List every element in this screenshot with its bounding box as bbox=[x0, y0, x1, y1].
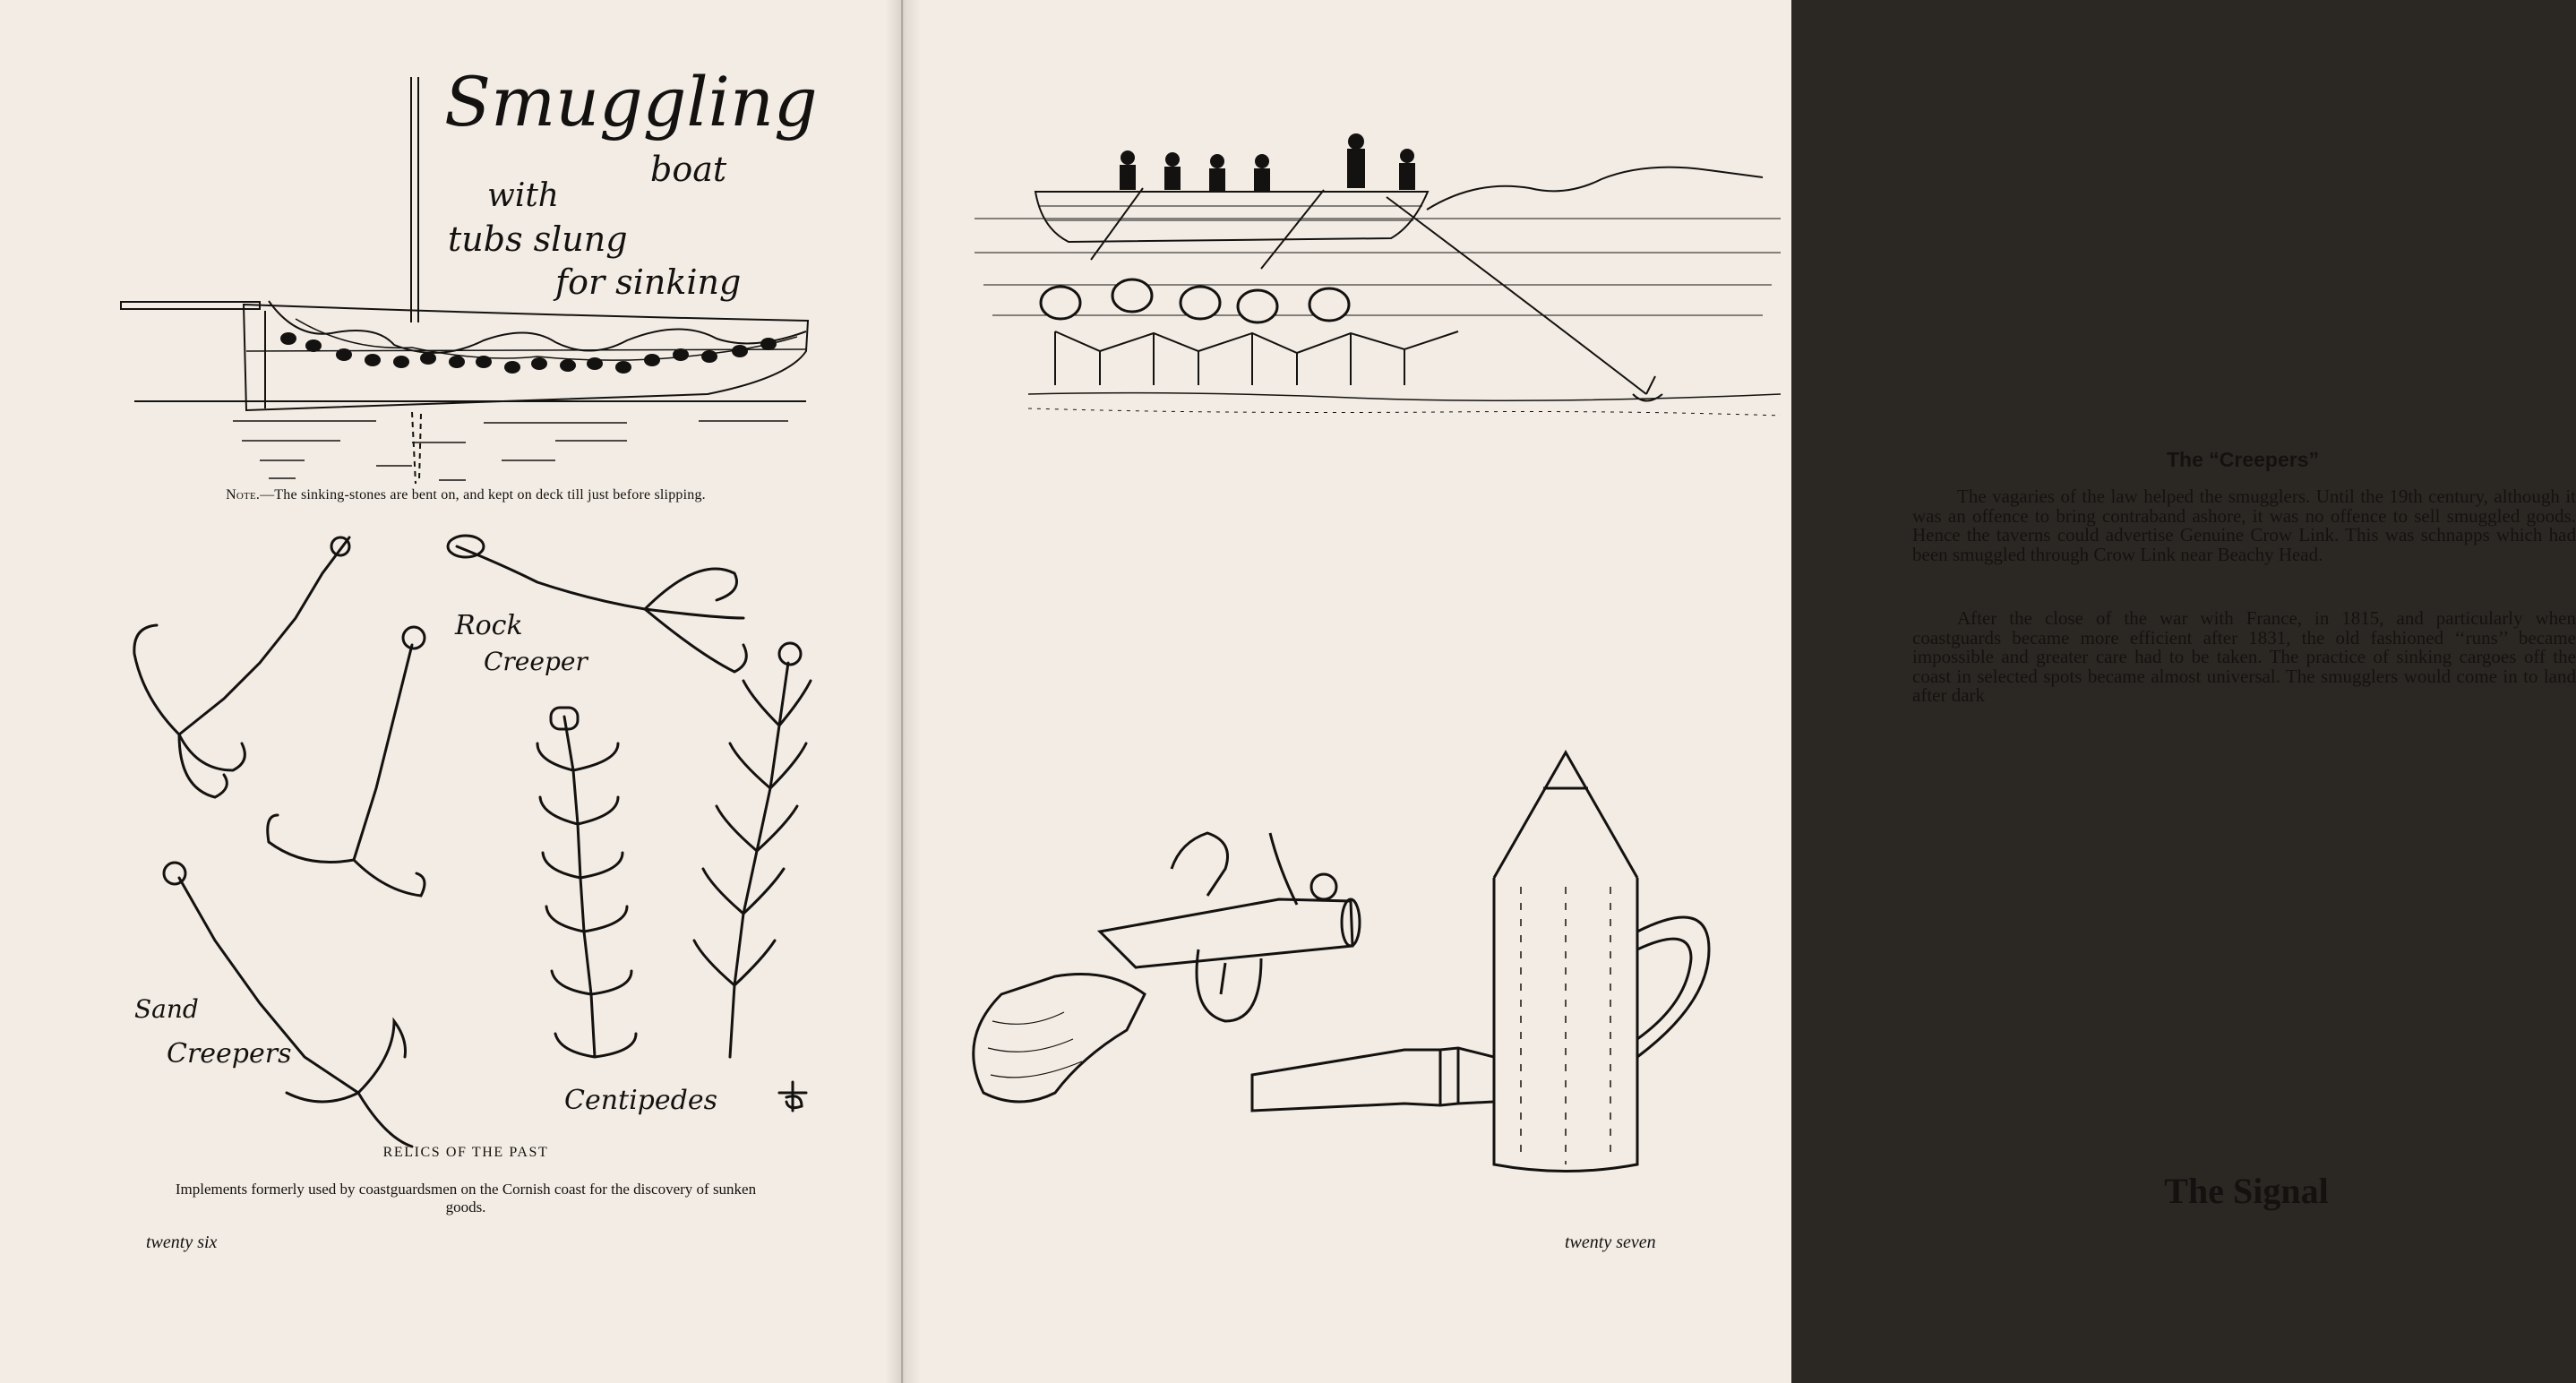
signal-title: The Signal bbox=[2164, 1171, 2329, 1211]
folio-right: twenty seven bbox=[1565, 1233, 1656, 1252]
relics-title: RELICS OF THE PAST bbox=[382, 1145, 549, 1160]
note-label: Note. bbox=[226, 487, 261, 503]
signal-illustration bbox=[903, 734, 1791, 1200]
centipedes-label: Centipedes bbox=[564, 1085, 717, 1116]
left-page bbox=[0, 0, 903, 1383]
relics-caption: Implements formerly used by coastguardsmen on the Cornish coast for the discovery of sunken goods. bbox=[175, 1181, 757, 1215]
book-gutter-shadow bbox=[885, 0, 921, 1383]
folio-left: twenty six bbox=[146, 1233, 218, 1252]
paragraph-2-text: After the close of the war with France, in 1815, and particularly when coastguards became more efficient after 1831, the old fashioned ‘‘runs’’ became impossible and greater care had to be taken. The practice of sinking cargoes off the coast in selected spots became almost universal. The smugglers would come in to land after dark bbox=[1912, 607, 2576, 706]
sinking-stones-note bbox=[107, 487, 824, 503]
creepers-title: The “Creepers” bbox=[2166, 448, 2319, 471]
note-text: —The sinking-stones are bent on, and kept on deck till just before slipping. bbox=[260, 487, 706, 503]
sand-creepers-label-2: Creepers bbox=[167, 1038, 292, 1069]
boat-caption-sinking: for sinking bbox=[555, 262, 742, 302]
boat-caption-with: with bbox=[487, 177, 559, 214]
boat-caption-tubs: tubs slung bbox=[448, 219, 628, 259]
boat-caption-boat: boat bbox=[650, 150, 727, 189]
sand-creepers-label-1: Sand bbox=[134, 994, 199, 1024]
creepers-illustration bbox=[903, 0, 1791, 448]
paragraph-2 bbox=[1912, 609, 2576, 706]
boat-caption-initial: Smuggling bbox=[444, 62, 818, 142]
right-page bbox=[903, 0, 2576, 1383]
relics-illustration bbox=[0, 520, 901, 1147]
rock-creeper-label-1: Rock bbox=[455, 610, 523, 641]
rock-creeper-label-2: Creeper bbox=[484, 647, 588, 676]
smuggling-boat-illustration bbox=[0, 0, 901, 502]
paragraph-1-text: The vagaries of the law helped the smugglers. Until the 19th century, although it was an offence to bring contraband ashore, it was no offence to sell smuggled goods. Hence the taverns could advertise Genuine Crow Link. This was schnapps which had been smuggled through Crow Link near Beachy Head. bbox=[1912, 485, 2576, 565]
paragraph-1 bbox=[1912, 487, 2576, 564]
